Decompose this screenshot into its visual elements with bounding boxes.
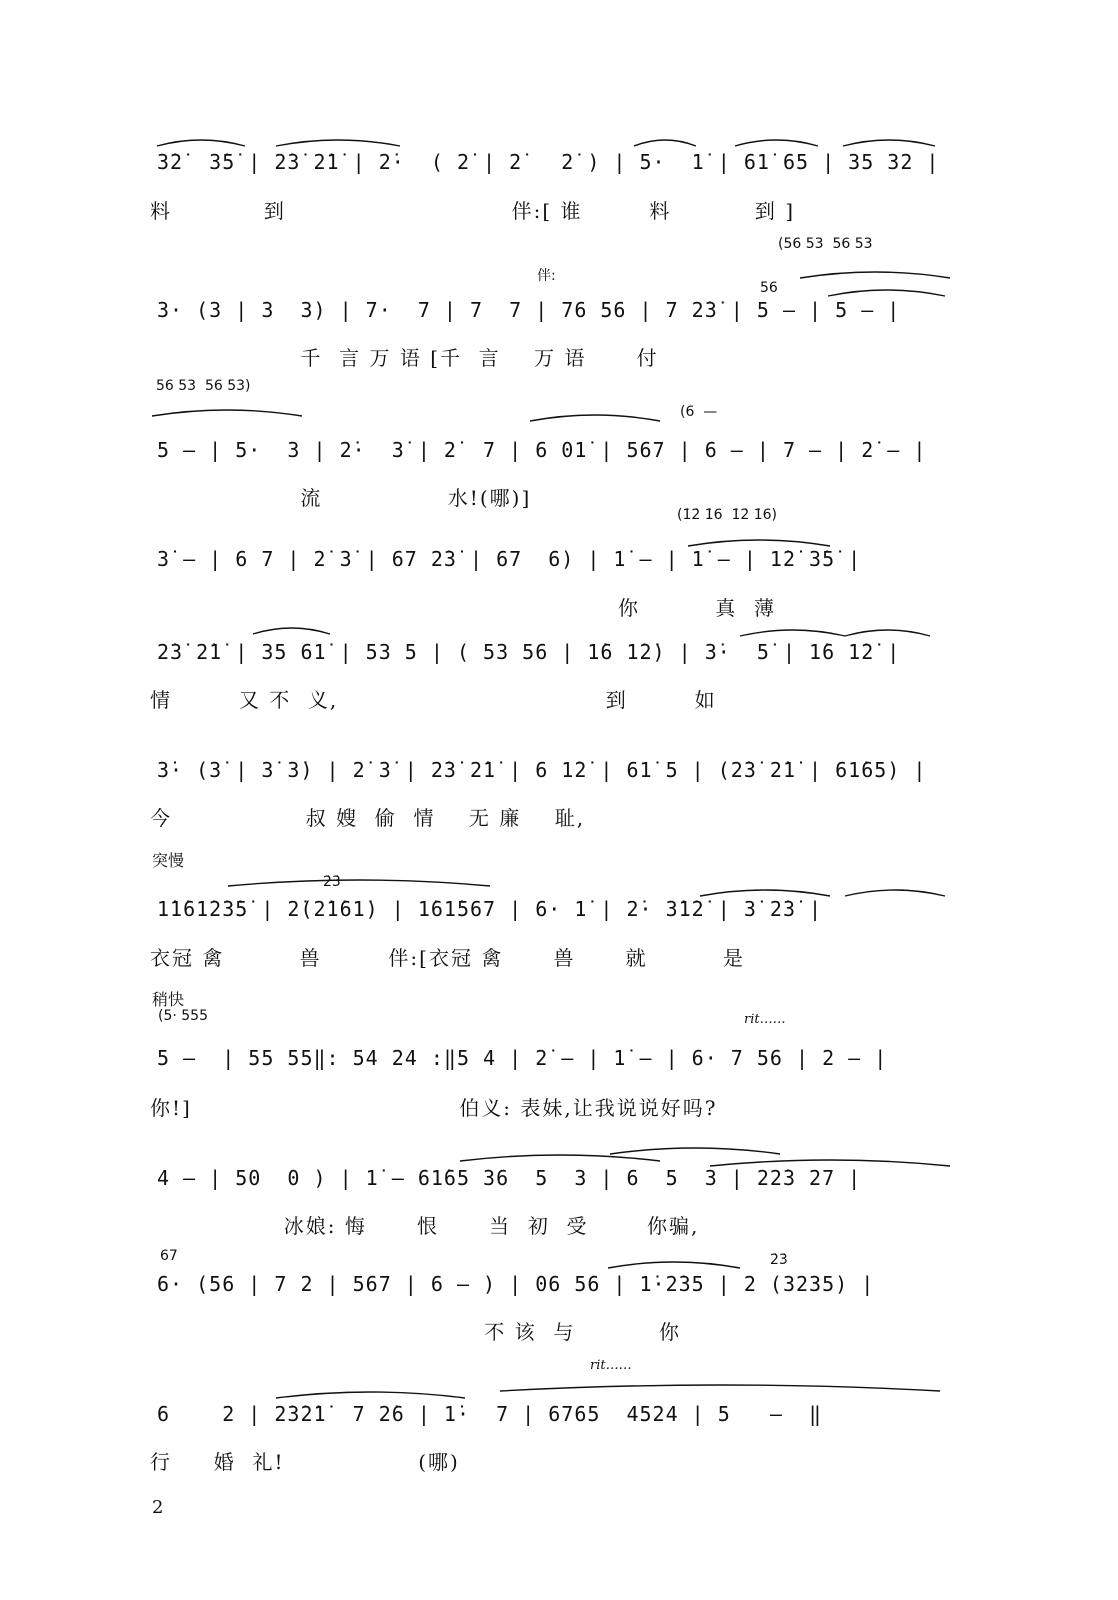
lyric-line-1: 料 到 伴:[ 谁 料 到 ]: [150, 199, 796, 223]
slur-arc: [610, 1148, 780, 1154]
tempo-mark-7: 突慢: [152, 851, 185, 870]
slur-arc: [157, 140, 245, 146]
lyric-line-9: 冰娘: 悔 恨 当 初 受 你骗,: [150, 1214, 700, 1238]
cue-line-8: (5· 555: [158, 1008, 208, 1024]
grace-note-10a: 67: [160, 1248, 178, 1264]
notation-line-3: 5 — | 5· 3 | 2̇· 3̇ | 2̇ 7 | 6 01̇ | 567 | 6 — | 7 — | 2̇ — |: [157, 438, 927, 462]
ritardando-mark-8: rit……: [744, 1012, 786, 1027]
slur-arc: [688, 540, 830, 546]
slur-arc: [845, 630, 930, 636]
accompaniment-cue-2: 伴:: [537, 268, 556, 284]
slur-arc: [735, 140, 818, 146]
notation-line-4: 3̇ — | 6 7 | 2̇ 3̇ | 67 2̇3̇ | 67 6) | 1̇ — | 1̇ — | 1̇2̇ 3̇5̇ |: [157, 547, 862, 571]
lyric-line-4: 你 真 薄: [150, 596, 776, 620]
slur-arc: [460, 1155, 660, 1161]
grace-note-2: 56: [760, 280, 778, 296]
notation-line-9: 4 — | 50 0 ) | 1̇ — 61̇65 36 5 3 | 6 5 3 | 22̇3 27 |: [157, 1166, 862, 1190]
grace-note-7: 2̇3̇: [323, 874, 341, 890]
lyric-line-3: 流 水!(哪)]: [150, 486, 532, 510]
slur-arc: [276, 1392, 465, 1398]
cue2-line-3: (6 —: [680, 404, 718, 420]
slur-arc: [276, 140, 400, 146]
slur-arc: [500, 1385, 940, 1391]
slur-arc: [740, 630, 845, 636]
notation-line-2: 3· (3 | 3 3) | 7· 7 | 7 7 | 76 56 | 7 2̇3̇ | 5 — | 5 — |: [157, 298, 901, 322]
slur-arc: [843, 140, 935, 146]
lyric-line-11: 行 婚 礼! (哪): [150, 1450, 460, 1474]
slur-arc: [700, 890, 830, 896]
slur-arc: [634, 140, 696, 146]
slur-arc: [228, 880, 490, 886]
lyric-line-5: 情 又 不 义, 到 如: [150, 688, 717, 712]
notation-line-10: 6· (56 | 7 2 | 567 | 6 — ) | 06 56 | 1̇·2̇35 | 2 (3235) |: [157, 1272, 875, 1296]
slur-arc: [845, 890, 945, 896]
tempo-mark-8: 稍快: [152, 990, 185, 1009]
cue-line-4: (1̇2̇ 1̇6 1̇2̇ 1̇6): [677, 507, 777, 523]
slur-arc: [152, 410, 302, 416]
slur-arc: [253, 628, 330, 634]
lyric-line-10: 不 该 与 你: [150, 1320, 681, 1344]
grace-note-10b: 2̇3̇: [770, 1252, 788, 1268]
ritardando-mark-11: rit……: [590, 1358, 632, 1373]
notation-line-5: 2̇3̇ 2̇1̇ | 35 61̇ | 53 5 | ( 53 56 | 1̇6 1̇2̇) | 3̇· 5̇ | 1̇6 1̇2̇ |: [157, 640, 901, 664]
lyric-line-7: 衣冠 禽 兽 伴:[衣冠 禽 兽 就 是: [150, 946, 745, 970]
page-number: 2: [152, 1497, 164, 1518]
notation-line-1: 3̇2̇ 3̇5̇ | 2̇3̇ 2̇1̇ | 2̇· ( 2̇ | 2̇ 2̇ ) | 5· 1̇ | 61̇ 65 | 35 32 |: [157, 150, 940, 174]
slur-arc: [608, 1262, 740, 1268]
lyric-line-6: 今 叔 嫂 偷 情 无 廉 耻,: [150, 806, 586, 830]
notation-line-7: 1̇1̇61̇2̇3̇5̇ | 2̇(2̇1̇61̇) | 1̇61̇567 | 6· 1̇ | 2̇· 3̇1̇2̇ | 3̇ 2̇3̇ |: [157, 897, 823, 921]
cue-line-2: (56 53 56 53: [778, 236, 873, 252]
slur-arc: [530, 415, 660, 421]
notation-line-6: 3̇· (3̇ | 3̇ 3̇) | 2̇ 3̇ | 2̇3̇ 2̇1̇ | 6 1̇2̇ | 61̇ 5 | (2̇3̇ 2̇1̇ | 61̇65) |: [157, 758, 927, 782]
notation-line-8: 5 — | 55 55‖: 54 24 :‖5 4 | 2̇ — | 1̇ — | 6· 7 56 | 2 — |: [157, 1046, 888, 1070]
lyric-line-2: 千 言 万 语 [千 言 万 语 付: [150, 346, 659, 370]
slur-arc: [828, 290, 945, 296]
notation-line-11: 6 2 | 2̇3̇2̇1̇ 7 2̇6 | 1̇· 7 | 6765 4524 | 5 — ‖: [157, 1402, 823, 1426]
slur-arc: [800, 272, 950, 278]
lyric-line-8: 你!] 伯义: 表妹,让我说说好吗?: [150, 1096, 718, 1120]
cue-line-3: 56 53 56 53): [156, 378, 251, 394]
